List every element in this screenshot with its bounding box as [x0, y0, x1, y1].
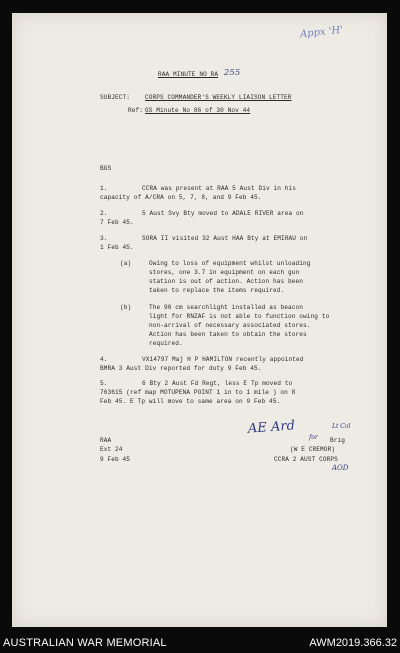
- subject-label: SUBJECT:: [100, 94, 131, 101]
- para-3a-line: Owing to loss of equipment whilst unloading: [149, 260, 311, 267]
- para-3-number: 3.: [100, 235, 108, 242]
- para-3b-line: The 90 cm searchlight installed as beacon: [149, 304, 304, 311]
- para-2-number: 2.: [100, 210, 108, 217]
- document-page: [12, 13, 387, 627]
- para-5-line: 763615 (ref map MOTUPENA POINT 1 in to 1 mile ) on 8: [100, 389, 296, 396]
- para-2-line: 5 Aust Svy Bty moved to ADALE RIVER area on: [142, 210, 304, 217]
- sender-unit: RAA: [100, 437, 112, 444]
- para-3b-label: (b): [120, 304, 132, 311]
- archive-footer-bar: [0, 627, 400, 653]
- para-3a-label: (a): [120, 260, 132, 267]
- minute-title: [158, 68, 241, 79]
- signature-rank-handwritten: Lt Col: [332, 423, 351, 430]
- para-3b-line: non-arrival of necessary associated stores.: [149, 322, 311, 329]
- para-1-number: 1.: [100, 185, 108, 192]
- para-3-line: SORA II visited 32 Aust HAA Bty at EMIRAU on: [142, 235, 308, 242]
- para-1-line: CCRA was present at RAA 5 Aust Div in his: [142, 185, 297, 192]
- para-4-number: 4.: [100, 356, 108, 363]
- para-5-line: Feb 45. E Tp will move to same area on 9 Feb 45.: [100, 398, 281, 405]
- para-3a-line: stores, one 3.7 in equipment on each gun: [149, 269, 300, 276]
- para-3a-line: station is out of action. Action has been: [149, 278, 304, 285]
- for-mark: for: [309, 434, 318, 441]
- para-4-line: BMRA 3 Aust Div reported for duty 9 Feb 45.: [100, 365, 262, 372]
- para-3a-line: taken to replace the items required.: [149, 287, 285, 294]
- signature-rank: Brig: [330, 437, 346, 444]
- ref-text: GS Minute No 86 of 30 Nov 44: [145, 107, 251, 114]
- para-1-line: capacity of A/CRA on 5, 7, 8, and 9 Feb 45.: [100, 194, 262, 201]
- para-3b-line: light for RNZAF is not able to function owing to: [149, 313, 330, 320]
- signature-initials: AOD: [332, 464, 349, 472]
- para-5-line: 6 Bty 2 Aust Fd Regt, less E Tp moved to: [142, 380, 293, 387]
- subject-text: CORPS COMMANDER'S WEEKLY LIAISON LETTER: [145, 94, 292, 101]
- para-5-number: 5.: [100, 380, 108, 387]
- appendix-annotation: Appx 'H': [299, 24, 344, 41]
- sender-extension: Ext 24: [100, 446, 123, 453]
- institution-name: AUSTRALIAN WAR MEMORIAL: [3, 637, 167, 649]
- addressee: BGS: [100, 165, 112, 172]
- para-4-line: VX14797 Maj H P HAMILTON recently appointed: [142, 356, 304, 363]
- para-2-line: 7 Feb 45.: [100, 219, 134, 226]
- sender-date: 9 Feb 45: [100, 456, 131, 463]
- handwritten-signature: AE Ard: [247, 418, 296, 437]
- minute-title-text: RAA MINUTE NO RA: [158, 71, 219, 78]
- minute-number: 255: [223, 68, 241, 78]
- signature-name: (W E CREMOR): [290, 446, 336, 453]
- para-3-line: 1 Feb 45.: [100, 244, 134, 251]
- signature-title: CCRA 2 AUST CORPS: [274, 456, 338, 463]
- catalogue-number: AWM2019.366.32: [309, 637, 397, 649]
- para-3b-line: required.: [149, 340, 183, 347]
- para-3b-line: Action has been taken to obtain the stores: [149, 331, 307, 338]
- ref-label: Ref:: [128, 107, 144, 114]
